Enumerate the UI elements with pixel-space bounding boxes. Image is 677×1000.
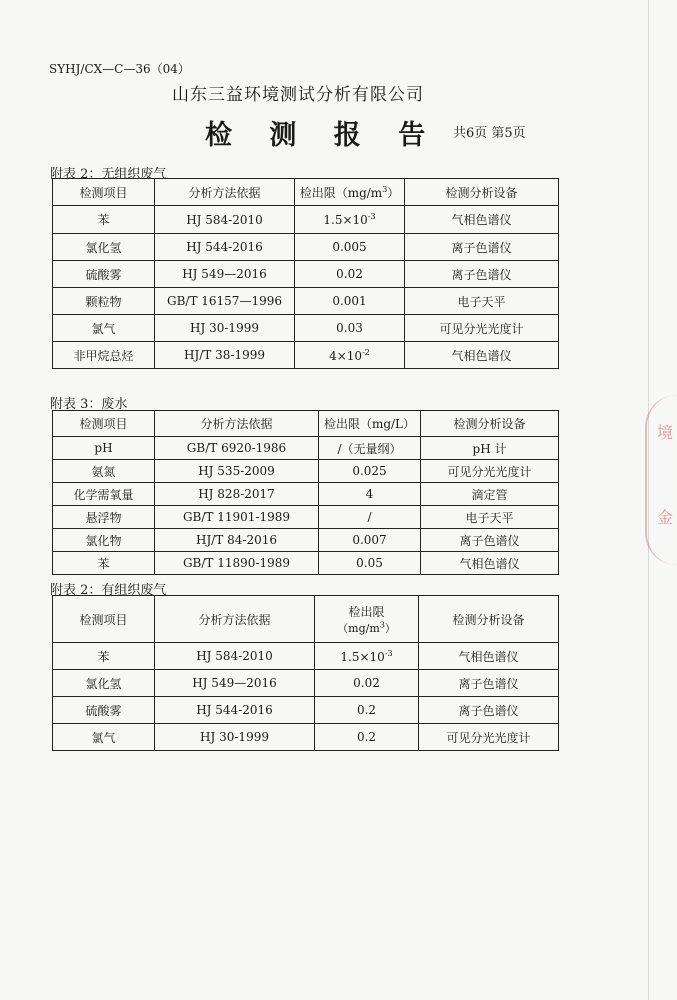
cell-limit: 0.02 [295, 261, 405, 288]
cell-item: 非甲烷总烃 [53, 342, 155, 369]
cell-method: GB/T 6920-1986 [155, 437, 319, 460]
company-name: 山东三益环境测试分析有限公司 [172, 85, 424, 105]
cell-method: HJ 30-1999 [155, 315, 295, 342]
cell-method: HJ 544-2016 [155, 697, 315, 724]
table1-label: 附表 2：无组织废气 [50, 167, 167, 182]
cell-limit: $1.5\times 10^{-3}$ [295, 206, 405, 234]
cell-limit: 0.001 [295, 288, 405, 315]
table2-header-limit: 检出限（mg/L） [319, 411, 421, 437]
cell-device: pH 计 [421, 437, 559, 460]
cell-method: GB/T 11890-1989 [155, 552, 319, 575]
cell-item: 苯 [53, 552, 155, 575]
document-code: SYHJ/CX—C—36（04） [49, 62, 190, 76]
table2-label: 附表 3：废水 [50, 397, 128, 412]
table-row [53, 552, 559, 575]
cell-method: HJ/T 84-2016 [155, 529, 319, 552]
cell-limit: 0.02 [315, 670, 419, 697]
table1-header-method: 分析方法依据 [155, 179, 295, 206]
cell-device: 气相色谱仪 [405, 342, 559, 369]
cell-method: HJ 549—2016 [155, 261, 295, 288]
cell-item: 氯气 [53, 724, 155, 751]
table3-header-row [53, 596, 559, 643]
cell-item: 氯化氢 [53, 670, 155, 697]
table3-header-device: 检测分析设备 [419, 596, 559, 643]
cell-method: HJ 584-2010 [155, 206, 295, 234]
seal-char: 金 [656, 508, 673, 527]
table-row [53, 483, 559, 506]
table-row [53, 261, 559, 288]
table2-header-item: 检测项目 [53, 411, 155, 437]
cell-device: 离子色谱仪 [419, 670, 559, 697]
cell-device: 离子色谱仪 [405, 261, 559, 288]
table2-wastewater [52, 410, 559, 575]
cell-limit: 0.2 [315, 724, 419, 751]
cell-method: HJ 30-1999 [155, 724, 315, 751]
cell-method: HJ 549—2016 [155, 670, 315, 697]
cell-item: 氯气 [53, 315, 155, 342]
table2-header-row [53, 411, 559, 437]
cell-limit: /（无量纲） [319, 437, 421, 460]
cell-device: 气相色谱仪 [421, 552, 559, 575]
cell-device: 气相色谱仪 [419, 643, 559, 670]
table-row [53, 724, 559, 751]
cell-method: HJ/T 38-1999 [155, 342, 295, 369]
report-title: 检 测 报 告 [205, 120, 440, 151]
table-row [53, 437, 559, 460]
cell-device: 滴定管 [421, 483, 559, 506]
cell-item: 苯 [53, 206, 155, 234]
cell-device: 离子色谱仪 [419, 697, 559, 724]
cell-item: 颗粒物 [53, 288, 155, 315]
seal-char: 境 [656, 423, 673, 442]
cell-item: 苯 [53, 643, 155, 670]
table-row [53, 288, 559, 315]
table3-header-limit: 检出限 $(mg/m^3)$ [315, 596, 419, 643]
cell-device: 可见分光光度计 [419, 724, 559, 751]
cell-method: GB/T 16157—1996 [155, 288, 295, 315]
cell-limit: / [319, 506, 421, 529]
cell-item: 硫酸雾 [53, 261, 155, 288]
table3-label: 附表 2：有组织废气 [50, 583, 167, 598]
cell-device: 可见分光光度计 [421, 460, 559, 483]
table-row [53, 342, 559, 369]
cell-item: 硫酸雾 [53, 697, 155, 724]
cell-item: 氨氮 [53, 460, 155, 483]
cell-item: pH [53, 437, 155, 460]
cell-item: 悬浮物 [53, 506, 155, 529]
cell-device: 离子色谱仪 [421, 529, 559, 552]
table-row [53, 697, 559, 724]
cell-device: 离子色谱仪 [405, 234, 559, 261]
cell-item: 氯化物 [53, 529, 155, 552]
table-row [53, 506, 559, 529]
cell-device: 电子天平 [421, 506, 559, 529]
cell-limit: 0.03 [295, 315, 405, 342]
table1-header-row [53, 179, 559, 206]
table3-header-method: 分析方法依据 [155, 596, 315, 643]
table-row [53, 460, 559, 483]
table2-header-method: 分析方法依据 [155, 411, 319, 437]
table-row [53, 643, 559, 670]
cell-device: 可见分光光度计 [405, 315, 559, 342]
cell-limit: 0.007 [319, 529, 421, 552]
table-row [53, 670, 559, 697]
cell-item: 氯化氢 [53, 234, 155, 261]
table-row [53, 529, 559, 552]
cell-limit: 0.005 [295, 234, 405, 261]
page-info: 共6页 第5页 [453, 126, 526, 141]
cell-item: 化学需氧量 [53, 483, 155, 506]
cell-limit: $4\times 10^{-2}$ [295, 342, 405, 369]
table-row [53, 315, 559, 342]
cell-method: GB/T 11901-1989 [155, 506, 319, 529]
table1-unorganized-gas [52, 178, 559, 369]
table1-header-limit: 检出限$(mg/m^3)$ [295, 179, 405, 206]
cell-limit: 4 [319, 483, 421, 506]
cell-method: HJ 535-2009 [155, 460, 319, 483]
table-row [53, 206, 559, 234]
table3-header-item: 检测项目 [53, 596, 155, 643]
table2-header-device: 检测分析设备 [421, 411, 559, 437]
cell-device: 气相色谱仪 [405, 206, 559, 234]
table1-header-item: 检测项目 [53, 179, 155, 206]
cell-method: HJ 584-2010 [155, 643, 315, 670]
cell-device: 电子天平 [405, 288, 559, 315]
cell-limit: 0.025 [319, 460, 421, 483]
table1-header-device: 检测分析设备 [405, 179, 559, 206]
table-row [53, 234, 559, 261]
cell-method: HJ 544-2016 [155, 234, 295, 261]
cell-limit: $1.5\times 10^{-3}$ [315, 643, 419, 670]
cell-limit: 0.05 [319, 552, 421, 575]
cell-limit: 0.2 [315, 697, 419, 724]
table3-organized-gas [52, 595, 559, 751]
cell-method: HJ 828-2017 [155, 483, 319, 506]
